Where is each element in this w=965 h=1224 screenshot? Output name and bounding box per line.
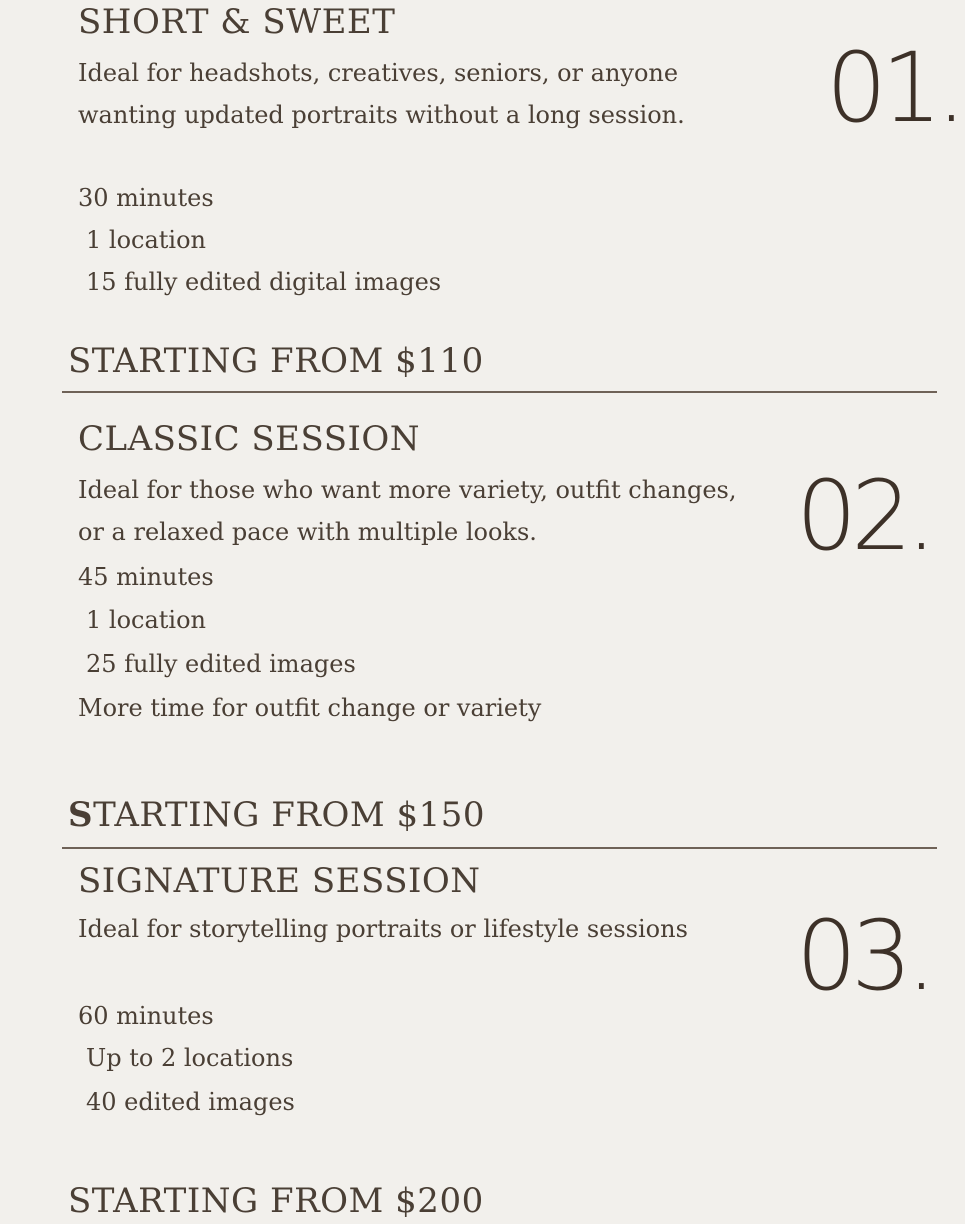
feature-images: 40 edited images — [86, 1088, 295, 1116]
session-title: SHORT & SWEET — [78, 2, 396, 42]
session-number: 01. — [826, 32, 961, 144]
session-price — [68, 341, 484, 381]
session-description-line: wanting updated portraits without a long session. — [78, 101, 685, 129]
session-description-line: Ideal for storytelling portraits or lifestyle sessions — [78, 915, 688, 943]
feature-images: 15 fully edited digital images — [86, 268, 442, 296]
session-price — [68, 1181, 484, 1221]
session-description-line: or a relaxed pace with multiple looks. — [78, 518, 537, 546]
feature-extra: More time for outfit change or variety — [78, 694, 542, 722]
session-price — [68, 795, 485, 835]
price-text: STARTING FROM $200 — [68, 1181, 484, 1221]
price-text: STARTING FROM $110 — [68, 341, 484, 381]
feature-locations: Up to 2 locations — [86, 1044, 294, 1072]
price-text: TARTING FROM $150 — [93, 795, 485, 835]
section-divider — [62, 391, 937, 393]
session-description-line: Ideal for headshots, creatives, seniors, or anyone — [78, 59, 679, 87]
section-divider — [62, 847, 937, 849]
session-title: SIGNATURE SESSION — [78, 861, 481, 901]
session-number: 03. — [796, 900, 931, 1012]
feature-location: 1 location — [86, 606, 206, 634]
feature-duration: 30 minutes — [78, 184, 214, 212]
session-title: CLASSIC SESSION — [78, 419, 421, 459]
feature-location: 1 location — [86, 226, 206, 254]
price-lead: S — [68, 795, 94, 835]
feature-duration: 45 minutes — [78, 563, 214, 591]
session-description-line: Ideal for those who want more variety, outfit changes, — [78, 476, 737, 504]
feature-duration: 60 minutes — [78, 1002, 214, 1030]
session-number: 02. — [796, 460, 931, 572]
feature-images: 25 fully edited images — [86, 650, 356, 678]
